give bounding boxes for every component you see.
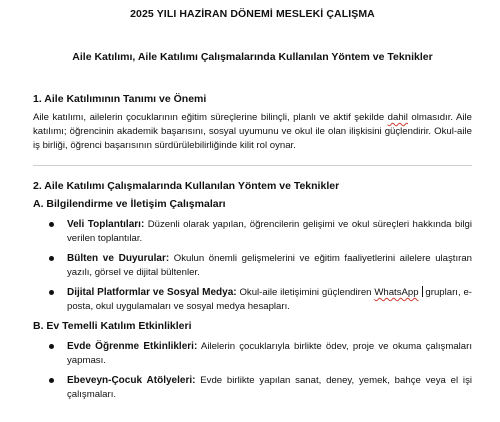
bullet-icon xyxy=(49,378,54,383)
section-1-paragraph[interactable] xyxy=(33,111,472,153)
list-item[interactable] xyxy=(33,374,472,401)
list-item[interactable] xyxy=(33,286,472,313)
bullet-icon xyxy=(49,256,54,261)
subsection-b-heading: B. Ev Temelli Katılım Etkinlikleri xyxy=(33,320,192,332)
spellcheck-flagged-word[interactable]: dahil xyxy=(387,112,408,123)
item-text: Evde birlikte yapılan sanat, deney, yemek, bahçe veya el işi çalışmaları. xyxy=(67,375,472,400)
bullet-icon xyxy=(49,290,54,295)
document-subtitle: Aile Katılımı, Aile Katılımı Çalışmalarında Kullanılan Yöntem ve Teknikler xyxy=(72,51,433,63)
item-term: Veli Toplantıları: xyxy=(67,219,145,230)
item-text: Okulun önemli gelişmelerini ve eğitim faaliyetlerini ailelere ulaştıran yazılı, görsel ve dijital bültenler. xyxy=(67,253,472,278)
item-term: Ebeveyn-Çocuk Atölyeleri: xyxy=(67,375,196,386)
item-text: Ailelerin çocuklarıyla birlikte ödev, proje ve okuma çalışmaları yapması. xyxy=(67,341,472,366)
paragraph-text: Aile katılımı, ailelerin çocuklarının eğitim süreçlerine bilinçli, planlı ve aktif şekilde xyxy=(33,112,388,123)
list-item[interactable] xyxy=(33,340,472,367)
subsection-a-list xyxy=(33,218,472,313)
subsection-a-heading: A. Bilgilendirme ve İletişim Çalışmaları xyxy=(33,198,226,210)
section-2-heading: 2. Aile Katılımı Çalışmalarında Kullanılan Yöntem ve Teknikler xyxy=(33,180,340,192)
list-item[interactable] xyxy=(33,218,472,245)
list-item[interactable] xyxy=(33,252,472,279)
bullet-icon xyxy=(49,344,54,349)
item-term: Dijital Platformlar ve Sosyal Medya: xyxy=(67,287,237,298)
bullet-icon xyxy=(49,222,54,227)
horizontal-rule xyxy=(33,165,472,166)
paragraph-text: olmasıdır. Aile katılımı; öğrencinin akademik başarısını, sosyal uyumunu ve okul ile olan ilişkisini güçlendirir. Okul-aile iş birliği, öğrenci başarısının sürdürülebilirliğinde kilit rol oynar. xyxy=(33,112,472,151)
item-term: Bülten ve Duyurular: xyxy=(67,253,170,264)
document-title: 2025 YILI HAZİRAN DÖNEMİ MESLEKİ ÇALIŞMA xyxy=(130,8,375,20)
subsection-b-list xyxy=(33,340,472,401)
item-text: grupları, e-posta, okul uygulamaları ve sosyal medya hesapları. xyxy=(67,287,472,312)
section-1-heading: 1. Aile Katılımının Tanımı ve Önemi xyxy=(33,93,207,105)
item-text: Düzenli olarak yapılan, öğrencilerin gelişimi ve okul süreçleri hakkında bilgi verilen toplantılar. xyxy=(67,219,472,244)
item-term: Evde Öğrenme Etkinlikleri: xyxy=(67,341,198,352)
spellcheck-flagged-word[interactable]: WhatsApp xyxy=(374,287,419,298)
item-text: Okul-aile iletişimini güçlendiren xyxy=(236,287,375,298)
